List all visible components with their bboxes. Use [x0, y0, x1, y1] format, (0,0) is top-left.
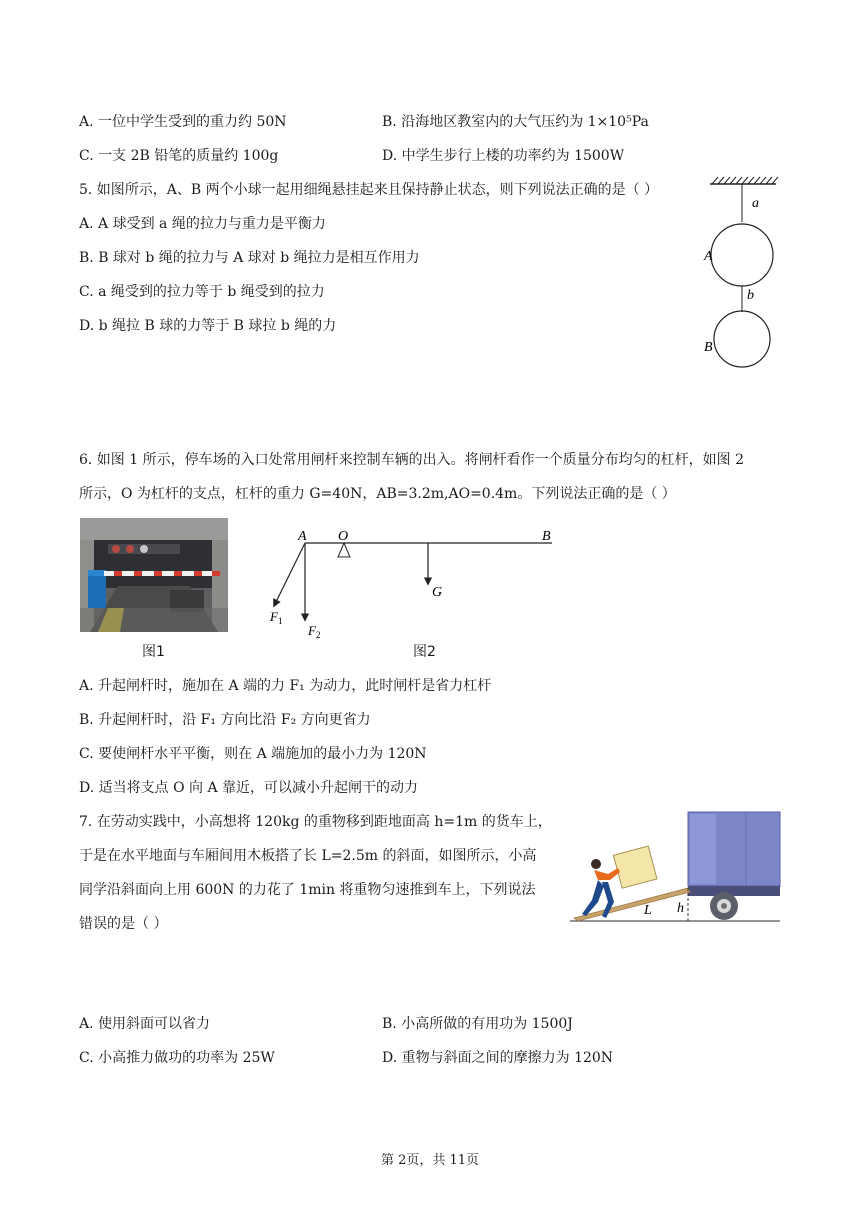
- force-f1-arrow: [274, 543, 305, 606]
- q6-option-b: B. 升起闸杆时，沿 F₁ 方向比沿 F₂ 方向更省力: [79, 712, 371, 728]
- q7-stem-line2: 于是在水平地面与车厢间用木板搭了长 L=2.5m 的斜面，如图所示，小高: [79, 848, 537, 864]
- q6-fig2-caption: 图2: [413, 644, 436, 660]
- label-f2-sub: 2: [315, 630, 321, 640]
- q5-stem: 5. 如图所示，A、B 两个小球一起用细绳悬挂起来且保持静止状态，则下列说法正确的是（ ）: [79, 182, 659, 198]
- q4-option-a: A. 一位中学生受到的重力约 50N: [79, 114, 287, 130]
- svg-text:F1: [269, 609, 282, 626]
- label-f1: F: [270, 609, 278, 624]
- q5-option-d: D. b 绳拉 B 球的力等于 B 球拉 b 绳的力: [79, 318, 337, 334]
- q6-stem-line1: 6. 如图 1 所示，停车场的入口处常用闸杆来控制车辆的出入。将闸杆看作一个质量分布均匀的杠杆，如图 2: [79, 452, 744, 468]
- q7-option-a: A. 使用斜面可以省力: [79, 1016, 211, 1032]
- fulcrum: [338, 543, 350, 557]
- label-h: h: [677, 901, 684, 916]
- page-number-footer: 第 2页，共 11页: [380, 1153, 480, 1168]
- label-a-rope: a: [752, 196, 759, 211]
- q4-option-d: D. 中学生步行上楼的功率约为 1500W: [382, 148, 625, 164]
- q6-fig1-parking-gate-photo: [80, 518, 228, 632]
- q5-option-c: C. a 绳受到的拉力等于 b 绳受到的拉力: [79, 284, 325, 300]
- label-ball-a: A: [704, 249, 713, 264]
- label-a: A: [298, 529, 307, 544]
- q7-stem-line4: 错误的是（ ）: [79, 916, 168, 932]
- label-o: O: [338, 529, 349, 544]
- q7-stem-line1: 7. 在劳动实践中，小高想将 120kg 的重物移到距地面高 h=1m 的货车上，: [79, 814, 552, 830]
- q5-option-a: A. A 球受到 a 绳的拉力与重力是平衡力: [79, 216, 326, 232]
- ball-a: [711, 224, 773, 286]
- label-f1-sub: 1: [277, 616, 283, 626]
- label-b-rope: b: [747, 288, 754, 303]
- q6-stem-line2: 所示，O 为杠杆的支点，杠杆的重力 G=40N，AB=3.2m,AO=0.4m。下列说法正确的是（ ）: [79, 486, 676, 502]
- label-l: L: [644, 903, 652, 918]
- q6-fig2-lever-diagram: [260, 522, 560, 640]
- q7-option-d: D. 重物与斜面之间的摩擦力为 120N: [382, 1050, 614, 1066]
- label-b: B: [542, 529, 551, 544]
- svg-text:F2: [307, 623, 320, 640]
- q7-stem-line3: 同学沿斜面向上用 600N 的力花了 1min 将重物匀速推到车上，下列说法: [79, 882, 536, 898]
- label-f2: F: [308, 623, 316, 638]
- q6-fig1-caption: 图1: [142, 644, 165, 660]
- q5-option-b: B. B 球对 b 绳的拉力与 A 球对 b 绳拉力是相互作用力: [79, 250, 420, 266]
- label-ball-b: B: [704, 340, 713, 355]
- label-g: G: [432, 585, 443, 600]
- q4-option-b: B. 沿海地区教室内的大气压约为 1×10⁵Pa: [382, 114, 649, 130]
- q7-option-c: C. 小高推力做功的功率为 25W: [79, 1050, 275, 1066]
- q5-hanging-balls-figure: [700, 176, 790, 376]
- q6-option-c: C. 要使闸杆水平平衡，则在 A 端施加的最小力为 120N: [79, 746, 427, 762]
- q6-option-d: D. 适当将支点 O 向 A 靠近，可以减小升起闸干的动力: [79, 780, 419, 796]
- q7-truck-ramp-figure: [568, 808, 783, 926]
- ball-b: [714, 311, 770, 367]
- q6-option-a: A. 升起闸杆时，施加在 A 端的力 F₁ 为动力，此时闸杆是省力杠杆: [79, 678, 492, 694]
- q7-option-b: B. 小高所做的有用功为 1500J: [382, 1016, 573, 1032]
- q4-option-c: C. 一支 2B 铅笔的质量约 100g: [79, 148, 279, 164]
